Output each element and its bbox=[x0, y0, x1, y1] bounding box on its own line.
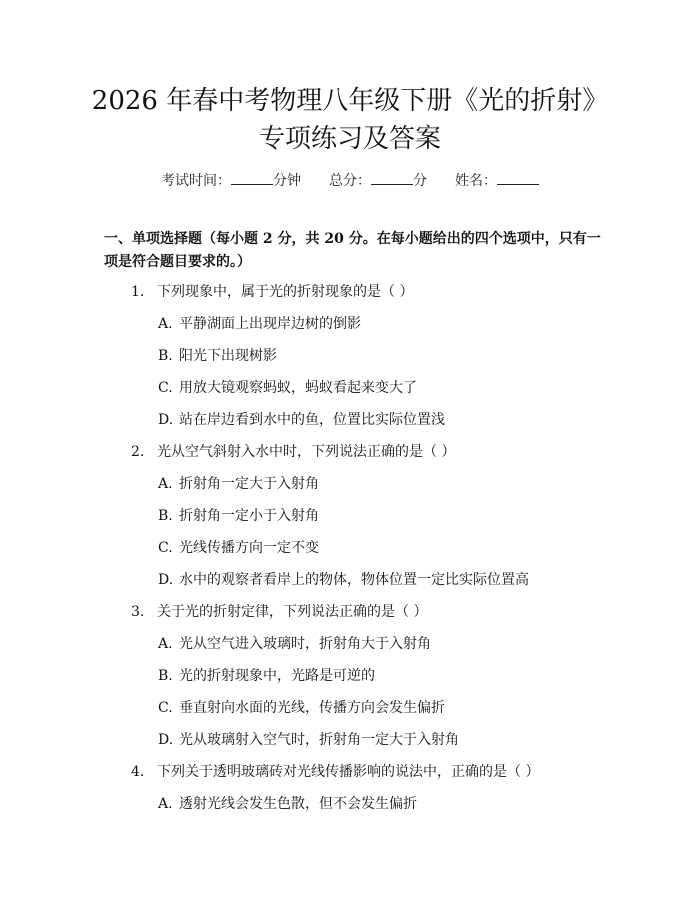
question-1-option-c bbox=[158, 379, 417, 397]
student-name-label: 姓名： bbox=[455, 173, 497, 189]
total-score-blank bbox=[371, 172, 413, 185]
option-letter: C. bbox=[158, 700, 173, 716]
option-text: 折射角一定大于入射角 bbox=[179, 476, 319, 492]
option-text: 光的折射现象中，光路是可逆的 bbox=[179, 668, 375, 684]
question-4-option-a bbox=[158, 795, 417, 813]
document-title-line2: 专项练习及答案 bbox=[258, 124, 441, 154]
option-text: 光从玻璃射入空气时，折射角一定大于入射角 bbox=[179, 732, 459, 748]
option-text: 光从空气进入玻璃时，折射角大于入射角 bbox=[179, 636, 431, 652]
question-2-option-c bbox=[158, 539, 319, 557]
exam-time-label: 考试时间： bbox=[161, 173, 231, 189]
question-2-option-a bbox=[158, 475, 319, 493]
question-3-option-b bbox=[158, 667, 375, 685]
option-text: 水中的观察者看岸上的物体，物体位置一定比实际位置高 bbox=[179, 572, 529, 588]
option-letter: B. bbox=[158, 508, 173, 524]
question-2 bbox=[131, 443, 455, 461]
option-text: 垂直射向水面的光线，传播方向会发生偏折 bbox=[179, 700, 445, 716]
exam-time-blank bbox=[231, 172, 273, 185]
option-letter: A. bbox=[158, 796, 173, 812]
option-text: 折射角一定小于入射角 bbox=[179, 508, 319, 524]
question-number: 1. bbox=[131, 284, 145, 300]
option-letter: A. bbox=[158, 636, 173, 652]
question-3 bbox=[131, 603, 427, 621]
option-text: 光线传播方向一定不变 bbox=[179, 540, 319, 556]
question-text: 关于光的折射定律，下列说法正确的是（ ） bbox=[157, 604, 428, 620]
question-1-option-a bbox=[158, 315, 361, 333]
question-3-option-d bbox=[158, 731, 459, 749]
exam-info-line bbox=[0, 170, 700, 190]
option-letter: B. bbox=[158, 668, 173, 684]
document-title-line1: 2026 年春中考物理八年级下册《光的折射》 bbox=[91, 86, 609, 116]
question-text: 下列现象中，属于光的折射现象的是（ ） bbox=[157, 284, 414, 300]
question-2-option-d bbox=[158, 571, 529, 589]
option-letter: D. bbox=[158, 732, 174, 748]
question-text: 光从空气斜射入水中时，下列说法正确的是（ ） bbox=[157, 444, 456, 460]
option-text: 平静湖面上出现岸边树的倒影 bbox=[179, 316, 361, 332]
total-score-label: 总分： bbox=[329, 173, 371, 189]
question-4 bbox=[131, 763, 539, 781]
option-letter: C. bbox=[158, 540, 173, 556]
question-number: 2. bbox=[131, 444, 145, 460]
option-text: 用放大镜观察蚂蚁，蚂蚁看起来变大了 bbox=[179, 380, 417, 396]
question-3-option-c bbox=[158, 699, 445, 717]
student-name-blank bbox=[497, 172, 539, 185]
question-1-option-d bbox=[158, 411, 445, 429]
question-number: 3. bbox=[131, 604, 145, 620]
option-letter: B. bbox=[158, 348, 173, 364]
question-2-option-b bbox=[158, 507, 319, 525]
total-score-unit: 分 bbox=[413, 173, 427, 189]
option-letter: A. bbox=[158, 476, 173, 492]
option-letter: D. bbox=[158, 412, 174, 428]
question-3-option-a bbox=[158, 635, 431, 653]
question-1-option-b bbox=[158, 347, 277, 365]
option-letter: A. bbox=[158, 316, 173, 332]
question-text: 下列关于透明玻璃砖对光线传播影响的说法中，正确的是（ ） bbox=[157, 764, 540, 780]
question-1 bbox=[131, 283, 413, 301]
section-heading: 一、单项选择题（每小题 2 分，共 20 分。在每小题给出的四个选项中，只有一项是符合题目要求的。） bbox=[104, 231, 601, 270]
option-letter: C. bbox=[158, 380, 173, 396]
option-text: 透射光线会发生色散，但不会发生偏折 bbox=[179, 796, 417, 812]
question-number: 4. bbox=[131, 764, 145, 780]
option-letter: D. bbox=[158, 572, 174, 588]
option-text: 站在岸边看到水中的鱼，位置比实际位置浅 bbox=[179, 412, 445, 428]
option-text: 阳光下出现树影 bbox=[179, 348, 277, 364]
exam-time-unit: 分钟 bbox=[273, 173, 301, 189]
